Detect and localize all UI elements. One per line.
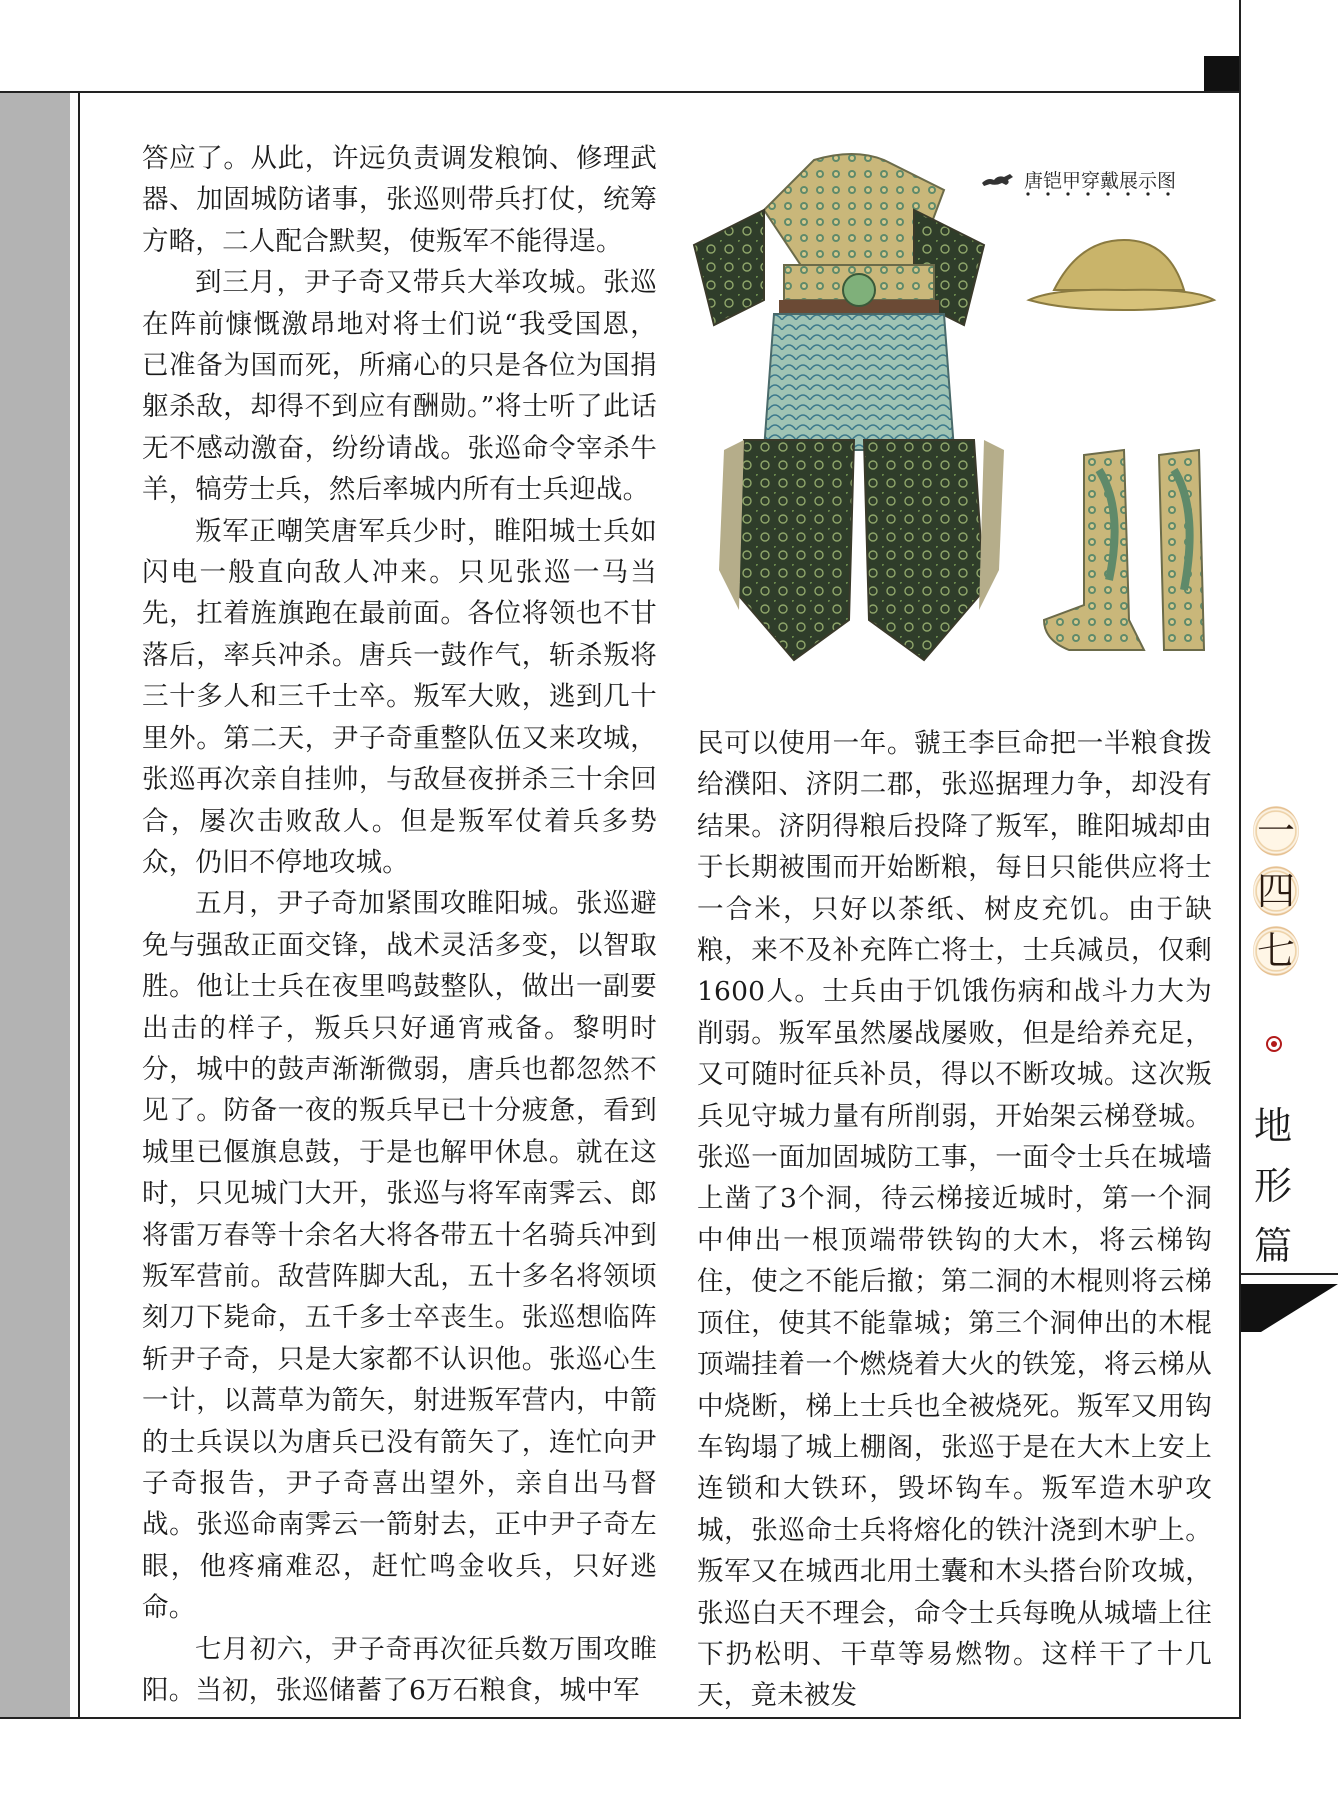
page-number-digit: 一: [1253, 806, 1299, 856]
top-rule: [0, 91, 1239, 93]
helmet: [1029, 240, 1214, 310]
paragraph: 叛军正嘲笑唐军兵少时，睢阳城士兵如闪电一般直向敌人冲来。只见张巡一马当先，扛着旌旗跑在最前面。各位将领也不甘落后，率兵冲杀。唐兵一鼓作气，斩杀叛将三十多人和三千士卒。叛军大败，逃到几十里外。第二天，尹子奇重整队伍又来攻城，张巡再次亲自挂帅，与敌昼夜拼杀三十余回合，屡次击败敌人。但是叛军仗着兵多势众，仍旧不停地攻城。: [142, 515, 657, 878]
bullet-dot-icon: [1266, 1036, 1282, 1052]
left-margin-bar: [0, 93, 70, 1717]
chapter-char: 形: [1254, 1164, 1293, 1208]
left-rule: [78, 93, 80, 1717]
right-text-column: [697, 723, 1212, 1717]
paragraph: 到三月，尹子奇又带兵大举攻城。张巡在阵前慷慨激昂地对将士们说“我受国恩，已准备为国而死，所痛心的只是各位为国捐躯杀敌，却得不到应有酬勋。”将士听了此话无不感动激奋，纷纷请战。张巡命令宰杀牛羊，犒劳士兵，然后率城内所有士兵迎战。: [142, 267, 657, 506]
boot-right: [1159, 450, 1204, 650]
tang-armor-illustration: [684, 150, 1224, 690]
bottom-rule: [0, 1717, 1239, 1719]
page-number-digit: 七: [1253, 926, 1299, 976]
caption-text: 唐铠甲穿戴展示图: [1024, 170, 1177, 192]
paragraph: 七月初六，尹子奇再次征兵数万围攻睢阳。当初，张巡储蓄了6万石粮食，城中军: [142, 1633, 657, 1707]
left-text-column: [142, 138, 657, 1711]
armor-body: [694, 154, 1004, 660]
side-tab-wedge: [1241, 1284, 1338, 1332]
page-number-digit: 四: [1253, 866, 1299, 916]
paragraph: 民可以使用一年。虢王李巨命把一半粮食拨给濮阳、济阴二郡，张巡据理力争，却没有结果。济阴得粮后投降了叛军，睢阳城却由于长期被围而开始断粮，每日只能供应将士一合米，只好以茶纸、树皮充饥。由于缺粮，来不及补充阵亡将士，士兵减员，仅剩1600人。士兵由于饥饿伤病和战斗力大为削弱。叛军虽然屡战屡败，但是给养充足，又可随时征兵补员，得以不断攻城。这次叛兵见守城力量有所削弱，开始架云梯登城。张巡一面加固城防工事，一面令士兵在城墙上凿了3个洞，待云梯接近城时，第一个洞中伸出一根顶端带铁钩的大木，将云梯钩住，使之不能后撤；第二洞的木棍则将云梯顶住，使其不能靠城；第三个洞伸出的木棍顶端挂着一个燃烧着大火的铁笼，将云梯从中烧断，梯上士兵也全被烧死。叛军又用钩车钩塌了城上棚阁，张巡于是在大木上安上连锁和大铁环，毁坏钩车。叛军造木驴攻城，张巡命士兵将熔化的铁汁浇到木驴上。叛军又在城西北用土囊和木头搭台阶攻城，张巡白天不理会，命令士兵每晚从城墙上往下扔松明、干草等易燃物。这样干了十几天，竟未被发: [697, 728, 1212, 1712]
paragraph: 答应了。从此，许远负责调发粮饷、修理武器、加固城防诸事，张巡则带兵打仗，统筹方略，二人配合默契，使叛军不能得逞。: [142, 143, 657, 257]
right-rule: [1239, 0, 1241, 1719]
boot-left: [1044, 450, 1144, 650]
corner-block: [1204, 56, 1239, 91]
chapter-char: 篇: [1254, 1224, 1293, 1268]
chapter-char: 地: [1254, 1104, 1293, 1148]
side-tab-rule: [1239, 1273, 1338, 1275]
paragraph: 五月，尹子奇加紧围攻睢阳城。张巡避免与强敌正面交锋，战术灵活多变，以智取胜。他让士兵在夜里鸣鼓整队，做出一副要出击的样子，叛兵只好通宵戒备。黎明时分，城中的鼓声渐渐微弱，唐兵也都忽然不见了。防备一夜的叛兵早已十分疲惫，看到城里已偃旗息鼓，于是也解甲休息。就在这时，只见城门大开，张巡与将军南霁云、郎将雷万春等十余名大将各带五十名骑兵冲到叛军营前。敌营阵脚大乱，五十多名将领顷刻刀下毙命，五千多士卒丧生。张巡想临阵斩尹子奇，只是大家都不认识他。张巡心生一计，以蒿草为箭矢，射进叛军营内，中箭的士兵误以为唐兵已没有箭矢了，连忙向尹子奇报告，尹子奇喜出望外，亲自出马督战。张巡命南霁云一箭射去，正中尹子奇左眼，他疼痛难忍，赶忙鸣金收兵，只好逃命。: [142, 888, 657, 1624]
